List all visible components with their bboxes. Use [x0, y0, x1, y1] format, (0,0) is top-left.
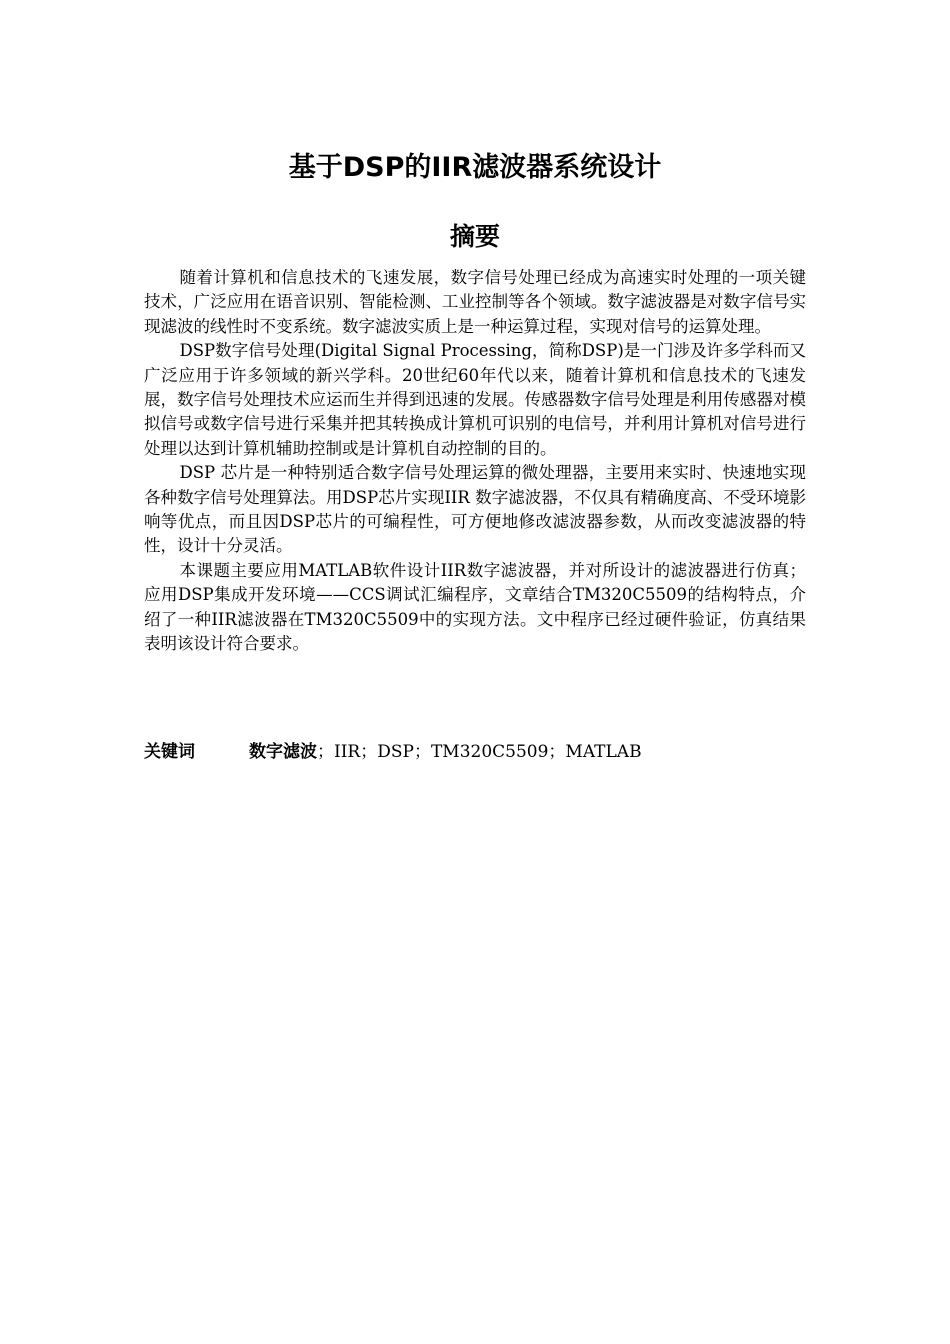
abstract-paragraph-4: 本课题主要应用MATLAB软件设计IIR数字滤波器，并对所设计的滤波器进行仿真；应用DSP集成开发环境——CCS调试汇编程序，文章结合TM320C5509的结构特点，介绍了一种IIR滤波器在TM320C5509中的实现方法。文中程序已经过硬件验证，仿真结果表明该设计符合要求。	[144, 560, 806, 654]
abstract-paragraph-3: DSP 芯片是一种特别适合数字信号处理运算的微处理器，主要用来实时、快速地实现各种数字信号处理算法。用DSP芯片实现IIR 数字滤波器，不仅具有精确度高、不受环境影响等优点，而且因DSP芯片的可编程性，可方便地修改滤波器参数，从而改变滤波器的特性，设计十分灵活。	[144, 463, 806, 556]
abstract-body	[144, 266, 806, 657]
keywords-label: 关键词	[144, 742, 195, 762]
keywords-list: ；IIR；DSP；TM320C5509；MATLAB	[317, 742, 642, 762]
abstract-paragraph-2: DSP数字信号处理(Digital Signal Processing，简称DSP)是一门涉及许多学科而又广泛应用于许多领域的新兴学科。20世纪60年代以来，随着计算机和信息技术的飞速发展，数字信号处理技术应运而生并得到迅速的发展。传感器数字信号处理是利用传感器对模拟信号或数字信号进行采集并把其转换成计算机可识别的电信号，并利用计算机对信号进行处理以达到计算机辅助控制或是计算机自动控制的目的。	[144, 341, 806, 458]
keywords-line	[144, 738, 806, 766]
abstract-paragraph-1: 随着计算机和信息技术的飞速发展，数字信号处理已经成为高速实时处理的一项关键技术，广泛应用在语音识别、智能检测、工业控制等各个领域。数字滤波器是对数字信号实现滤波的线性时不变系统。数字滤波实质上是一种运算过程，实现对信号的运算处理。	[144, 268, 806, 336]
keyword-primary: 数字滤波	[249, 742, 317, 762]
abstract-heading: 摘要	[449, 222, 500, 251]
document-title: 基于DSP的IIR滤波器系统设计	[288, 152, 662, 183]
